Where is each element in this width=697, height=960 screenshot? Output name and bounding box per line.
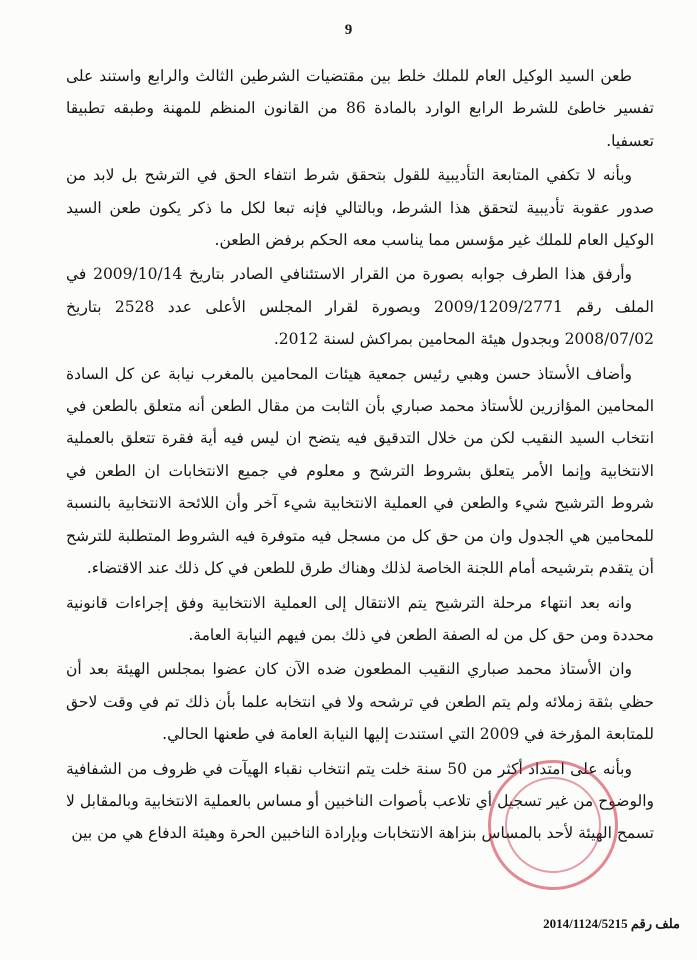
paragraph: وان الأستاذ محمد صباري النقيب المطعون ضده الآن كان عضوا بمجلس الهيئة بعد أن حظي بثقة زملائه ولم يتم الطعن في ترشحه ولا في انتخابه علما بأن ذلك تم في وقت لاحق للمتابعة المؤرخة في 2009 التي استندت إليها النيابة العامة في طعنها الحالي. bbox=[66, 660, 654, 744]
paragraph: وانه بعد انتهاء مرحلة الترشيح يتم الانتقال إلى العملية الانتخابية وفق إجراءات قانونية محددة ومن حق كل من له الصفة الطعن في ذلك بمن فيهم النيابة العامة. bbox=[66, 593, 654, 644]
paragraph: وبأنه على امتداد أكثر من 50 سنة خلت يتم انتخاب نقباء الهيآت في ظروف من الشفافية والوضوح من غير تسجيل أي تلاعب بأصوات الناخبين أو مساس بالعملية الانتخابية وبالمقابل لا تسمح الهيئة لأحد بالمساس بنزاهة الانتخابات وبإرادة الناخبين الحرة وهيئة الدفاع هي من بين bbox=[66, 759, 654, 843]
paragraph: وأضاف الأستاذ حسن وهبي رئيس جمعية هيئات المحامين بالمغرب نيابة عن كل السادة المحامين المؤازرين للأستاذ محمد صباري بأن الثابت من مقال الطعن أنه متعلق بالطعن في انتخاب السيد النقيب لكن من خلال التدقيق فيه يتضح ان ليس فيه أية فقرة تتعلق بالعملية الانتخابية وإنما الأمر يتعلق بشروط الترشح و معلوم في جميع الانتخابات ان الطعن في شروط الترشيح شيء والطعن في العملية الانتخابية شيء آخر وأن اللائحة الانتخابية بالنسبة للمحامين هي الجدول وان من حق كل من مسجل فيه متوفرة فيه الشروط المتطلبة للترشح أن يتقدم بترشيحه أمام اللجنة الخاصة لذلك وهناك طرق للطعن في كل ذلك عند الاقتضاء. bbox=[66, 364, 654, 578]
file-reference bbox=[520, 916, 680, 932]
paragraph: طعن السيد الوكيل العام للملك خلط بين مقتضيات الشرطين الثالث والرابع واستند على تفسير خاطئ للشرط الرابع الوارد بالمادة 86 من القانون المنظم للمهنة وطبقه تطبيقا تعسفيا. bbox=[66, 67, 654, 150]
page-number: 9 bbox=[344, 22, 353, 38]
paragraph: وبأنه لا تكفي المتابعة التأديبية للقول بتحقق شرط انتفاء الحق في الترشح بل لابد من صدور عقوبة تأديبية لتحقق هذا الشرط، وبالتالي فإنه تبعا لكل ما ذكر يكون طعن السيد الوكيل العام للملك غير مؤسس مما يناسب معه الحكم برفض الطعن. bbox=[66, 166, 654, 250]
paragraph: وأرفق هذا الطرف جوابه بصورة من القرار الاستئنافي الصادر بتاريخ 2009/10/14 في الملف رقم 2009/1209/2771 وبصورة لقرار المجلس الأعلى عدد 2528 بتاريخ 2008/07/02 وبجدول هيئة المحامين بمراكش لسنة 2012. bbox=[66, 265, 654, 349]
file-number: 2014/1124/5215 bbox=[543, 916, 628, 931]
document-body bbox=[66, 60, 654, 852]
file-label: ملف رقم bbox=[630, 916, 680, 931]
